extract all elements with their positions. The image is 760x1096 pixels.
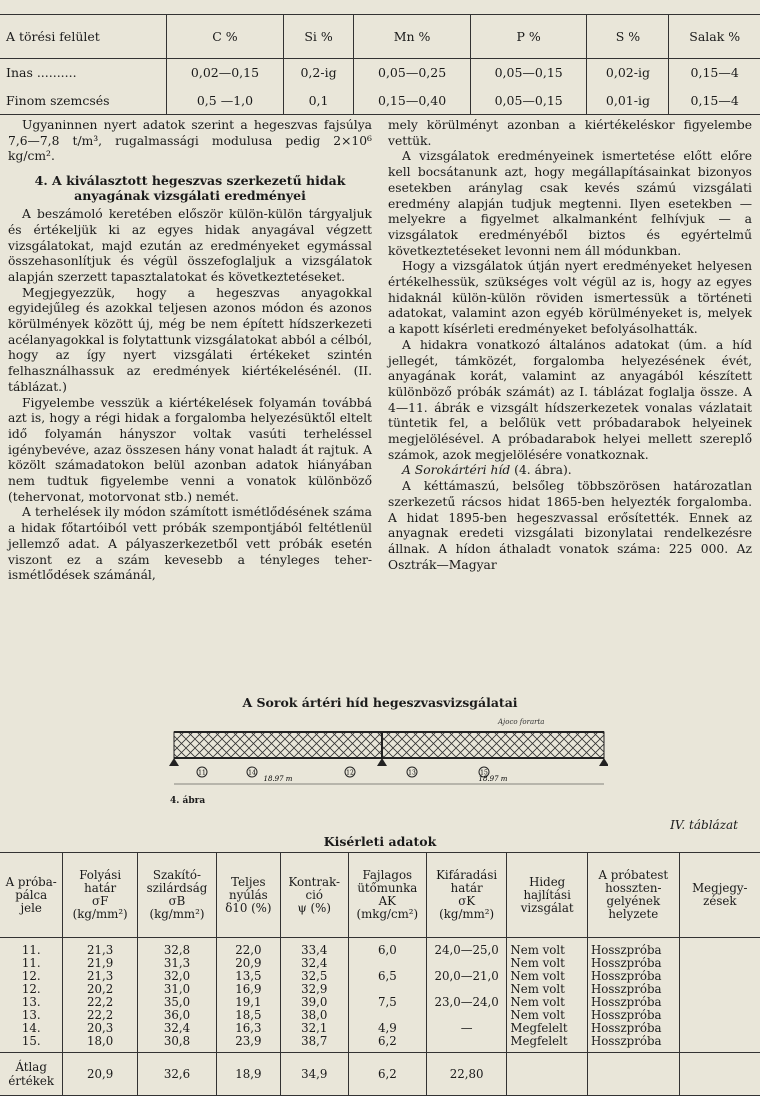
table-cell: Hosszpróba [587,1022,679,1035]
right-support [599,758,608,766]
table-cell: Hosszpróba [587,957,679,970]
table-cell: 13. [21,1008,41,1022]
span-label: 18.97 m [263,775,293,783]
table-cell: 16,9 [217,983,281,996]
paragraph: A beszámoló keretében először külön-külön tárgyaljuk és értékeljük ki az egyes hidak anyagával végzett vizsgálatokat, majd ezután az eredményeket egymással összehasonlítjuk és végül összefoglaljuk a vizsgálatok alapján szerzett tapasztalatokat és következtetéseket. [8,207,372,284]
table-cell: 16,3 [217,1022,281,1035]
subsection-heading [388,463,752,479]
column-header: A törési felület [0,15,167,59]
subsection-title: A Sorokártéri híd [402,463,511,478]
table-cell: 14. [21,1021,41,1035]
table-cell [679,996,760,1009]
table-cell: 12. [21,969,41,983]
table-cell: 0,15—0,40 [354,87,471,115]
column-header: C % [167,15,284,59]
table-cell [679,1035,760,1053]
table-cell: 0,2-ig [283,59,354,87]
table-cell: 0,05—0,15 [470,59,587,87]
table-cell: Nem volt [507,996,588,1009]
table-cell: Hosszpróba [587,1009,679,1022]
table-row [0,938,760,958]
table-cell: Hosszpróba [587,983,679,996]
table-cell: 0,15—4 [669,59,760,87]
column-header: S % [587,15,669,59]
left-column [8,118,372,684]
table-cell: Hosszpróba [587,970,679,983]
table-cell: 0,15—4 [669,87,760,115]
marker-13 [407,767,417,777]
paragraph: mely körülményt azonban a kiértékeléskor figyelembe vettük. [388,118,752,148]
table-cell: 22,80 [426,1053,507,1096]
table-row [0,1035,760,1053]
table-cell: 20,3 [63,1022,138,1035]
table-cell: 21,3 [63,970,138,983]
table-cell: 18,0 [63,1035,138,1053]
column-header: Mn % [354,15,471,59]
table-row [0,87,760,115]
paragraph: A vizsgálatok eredményeinek ismertetése előtt előre kell bocsátanunk azt, hogy megállapításainkat bizonyos esetekben aránylag csak kevés számú vizsgálati eredmény alapján tudjuk megtenni. Ilyen esetekben — melyekre a figyelmet alkalmanként felhívjuk — a vizsgálatok eredményéből biztos és egyértelmű következtetéseket levonni nem áll módunkban. [388,149,752,258]
table-cell: 20,2 [63,983,138,996]
table-cell: 7,5 [348,996,426,1009]
table-cell: 32,6 [137,1053,216,1096]
column-header: A próbatest hosszten- gelyének helyzete [587,853,679,938]
table-cell [426,1035,507,1053]
table-cell: 36,0 [137,1009,216,1022]
table-cell: 0,5 —1,0 [167,87,284,115]
table-cell: 31,0 [137,983,216,996]
table-cell: 24,0—25,0 [426,938,507,958]
marker-label: 12 [346,769,354,777]
marker-11 [197,767,207,777]
table-cell: 32,9 [280,983,348,996]
table-cell: Megfelelt [507,1035,588,1053]
table-cell: 30,8 [137,1035,216,1053]
table-cell [679,1009,760,1022]
table-cell: 11. [21,943,41,957]
table-cell: 23,9 [217,1035,281,1053]
table-cell: 32,5 [280,970,348,983]
table-cell: Hosszpróba [587,938,679,958]
table-cell [679,938,760,958]
table-cell: 23,0—24,0 [426,996,507,1009]
table-cell [679,1022,760,1035]
paragraph: A terhelések ily módon számított ismétlődésének száma a hidak főtartóiból vett próbák szempontjából feltétlenül jellemző adat. A pályaszerkezetből vett próbák esetén viszont ez a szám kevesebb a tényleges teher-ismétlődések számánál, [8,505,372,583]
paragraph: Ugyaninnen nyert adatok szerint a hegeszvas fajsúlya 7,6—7,8 t/m³, rugalmassági modulusa pedig 2×10⁶ kg/cm². [8,118,372,164]
paragraph: Megjegyezzük, hogy a hegeszvas anyagokkal egyidejűleg és azokkal teljesen azonos módon és azonos körülmények között új, még be nem épített hídszerkezeti acélanyagokkal is folytattunk vizsgálatokat abból a célból, hogy az így nyert vizsgálati értékeket szintén felhasználhassuk az eredmények kiértékelésénél. (II. táblázat.) [8,285,372,394]
bridge-diagram [168,712,608,804]
marker-label: 13 [408,769,416,777]
column-header: Si % [283,15,354,59]
table-cell [679,983,760,996]
column-header: Salak % [669,15,760,59]
table-cell: Hosszpróba [587,1035,679,1053]
table-cell: 39,0 [280,996,348,1009]
column-header: Kifáradási határ σK (kg/mm²) [426,853,507,938]
table-cell: Hosszpróba [587,996,679,1009]
marker-12 [345,767,355,777]
table-cell: 38,0 [280,1009,348,1022]
table-cell: 31,3 [137,957,216,970]
table-cell [679,1053,760,1096]
table-caption: Kisérleti adatok [323,834,437,849]
table-cell: 0,05—0,25 [354,59,471,87]
table-cell: — [426,1022,507,1035]
table-cell [679,957,760,970]
table-cell: Nem volt [507,1009,588,1022]
table-cell: 4,9 [348,1022,426,1035]
table-cell: 6,2 [348,1053,426,1096]
marker-label: 14 [248,769,256,777]
column-header: Teljes nyúlás δ10 (%) [217,853,281,938]
table-cell: Nem volt [507,938,588,958]
table-cell: 32,4 [280,957,348,970]
table-cell: 32,1 [280,1022,348,1035]
table-cell: 12. [21,982,41,996]
composition-table [0,14,760,115]
body-text [8,118,752,684]
table-cell [679,970,760,983]
column-header: Folyási határ σF (kg/mm²) [63,853,138,938]
table-cell: 6,2 [348,1035,426,1053]
marker-label: 15 [480,769,488,777]
column-header: Megjegy- zések [679,853,760,938]
column-header: Szakító- szilárdság σB (kg/mm²) [137,853,216,938]
table-row [0,59,760,87]
column-header: Fajlagos ütőmunka AK (mkg/cm²) [348,853,426,938]
table-cell: 0,1 [283,87,354,115]
average-row [0,1053,760,1096]
marker-label: 11 [198,769,206,777]
table-cell: 22,0 [217,938,281,958]
figure-title: A Sorok ártéri híd hegeszvasvizsgálatai [242,695,518,710]
table-cell: 22,2 [63,996,138,1009]
table-cell: 0,01-ig [587,87,669,115]
table-cell: Nem volt [507,983,588,996]
table-cell [587,1053,679,1096]
table-cell: 0,02—0,15 [167,59,284,87]
table-cell: 15. [0,1035,63,1053]
table-cell: 11. [21,956,41,970]
figure-label: 4. ábra [170,796,206,806]
table-cell: 38,7 [280,1035,348,1053]
table-cell: 32,8 [137,938,216,958]
left-support [169,758,179,766]
table-cell: 32,0 [137,970,216,983]
column-header: A próba- pálca jele [0,853,63,938]
truss-body [174,732,604,758]
column-header: Hideg hajlítási vizsgálat [507,853,588,938]
table-cell [507,1053,588,1096]
right-column [388,118,752,684]
column-header: Kontrak- ció ψ (%) [280,853,348,938]
figure-annotation: Ajoco forarta [498,718,545,726]
column-header: P % [470,15,587,59]
table-cell: 20,9 [63,1053,138,1096]
table-cell: 20,9 [217,957,281,970]
table-cell: 21,9 [63,957,138,970]
table-cell: 18,9 [217,1053,281,1096]
table-cell: Megfelelt [507,1022,588,1035]
section-heading: 4. A kiválasztott hegeszvas szerkezetű hidak anyagának vizsgálati eredményei [34,173,346,204]
table-cell: 32,4 [137,1022,216,1035]
table-cell: 19,1 [217,996,281,1009]
table-cell: 35,0 [137,996,216,1009]
table-cell: Nem volt [507,957,588,970]
table-cell: 13. [21,995,41,1009]
subsection-ref: (4. ábra). [510,463,572,478]
table-cell: 0,02-ig [587,59,669,87]
table-cell: 6,0 [348,938,426,958]
table-cell: Finom szemcsés [0,87,167,115]
table-cell: 0,05—0,15 [470,87,587,115]
table-cell: 6,5 [348,970,426,983]
table-cell: 21,3 [63,938,138,958]
paragraph: Hogy a vizsgálatok útján nyert eredményeket helyesen értékelhessük, szükséges volt végül az is, hogy az egyes hidaknál külön-külön röviden ismertessük a történeti adatokat, valamint azon egyéb körülményeket is, melyek a kapott kísérleti eredményeket befolyásolhatták. [388,259,752,337]
table-cell: 33,4 [280,938,348,958]
table-cell: 13,5 [217,970,281,983]
table-cell: 34,9 [280,1053,348,1096]
table-cell: Átlag értékek [0,1053,63,1096]
table-cell: 20,0—21,0 [426,970,507,983]
table-cell: Inas .......... [6,65,77,81]
middle-support [377,758,387,766]
table-number: IV. táblázat [670,818,738,832]
paragraph: A kéttámaszú, belsőleg többszörösen határozatlan szerkezetű rácsos hidat 1865-ben helyezték forgalomba. A hidat 1895-ben hegeszvassal erősítették. Ennek az anyagnak eredeti vizsgálati bizonylatai rendelkezésre állnak. A hídon áthaladt vonatok száma: 225 000. Az Osztrák—Magyar [388,479,752,572]
paragraph: Figyelembe vesszük a kiértékelések folyamán továbbá azt is, hogy a régi hidak a forgalomba helyezésüktől eltelt idő folyamán hányszor voltak vasúti terheléssel igénybevéve, azaz összesen hány vonat haladt át rajtuk. A közölt számadatokon belül azonban adatok hiányában nem tudtuk figyelembe venni a vonatok különböző (tehervonat, motorvonat stb.) nemét. [8,395,372,504]
test-data-table [0,852,760,1096]
span-label: 18.97 m [478,775,508,783]
marker-14 [247,767,257,777]
paragraph: A hidakra vonatkozó általános adatokat (úm. a híd jellegét, támközét, forgalomba helyezésének évét, anyagának korát, valamint az anyagából készített különböző próbák számát) az I. táblázat foglalja össze. A 4—11. ábrák e vizsgált hídszerkezetek vonalas vázlatait tüntetik fel, a belőlük vett próbadarabok helyeinek megjelölésével. A próbadarabok helyei mellett szereplő számok, azok megjelölésére vonatkoznak. [388,337,752,462]
table-cell: 18,5 [217,1009,281,1022]
table-cell: Nem volt [507,970,588,983]
table-cell: 22,2 [63,1009,138,1022]
